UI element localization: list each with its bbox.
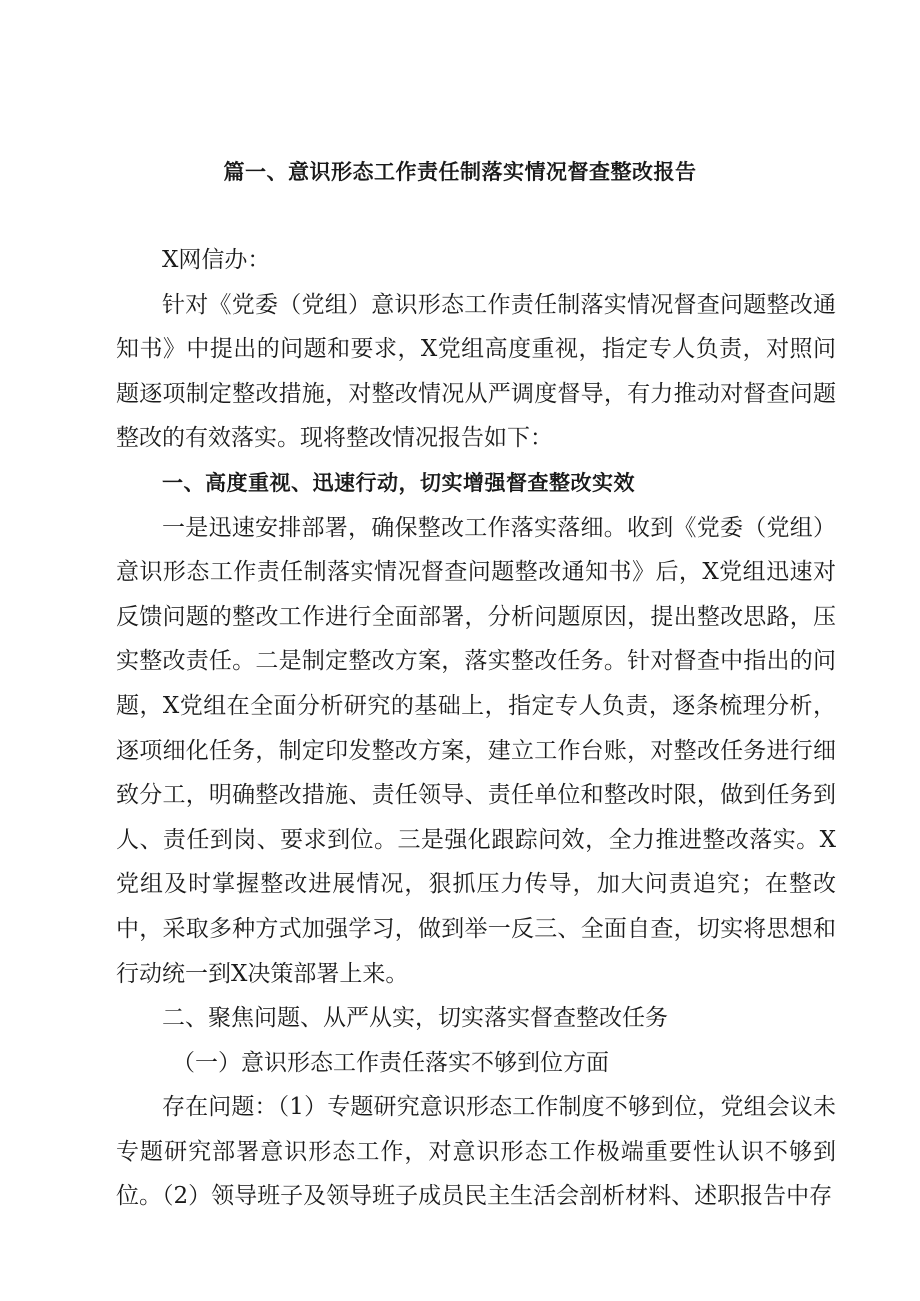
section-1-paragraph: 一是迅速安排部署，确保整改工作落实落细。收到《党委（党组）意识形态工作责任制落实情况督查问题整改通知书》后，X党组迅速对反馈问题的整改工作进行全面部署，分析问题原因，提出整改思路，压实整改责任。二是制定整改方案，落实整改任务。针对督查中指出的问题，X党组在全面分析研究的基础上，指定专人负责，逐条梳理分析，逐项细化任务，制定印发整改方案，建立工作台账，对整改任务进行细致分工，明确整改措施、责任领导、责任单位和整改时限，做到任务到人、责任到岗、要求到位。三是强化跟踪问效，全力推进整改落实。X党组及时掌握整改进展情况，狠抓压力传导，加大问责追究；在整改中，采取多种方式加强学习，做到举一反三、全面自查，切实将思想和行动统一到X决策部署上来。	[116, 514, 836, 987]
document-title: 篇一、意识形态工作责任制落实情况督查整改报告	[223, 160, 697, 184]
document-body	[116, 238, 836, 1219]
intro-paragraph: 针对《党委（党组）意识形态工作责任制落实情况督查问题整改通知书》中提出的问题和要求，X党组高度重视，指定专人负责，对照问题逐项制定整改措施，对整改情况从严调度督导，有力推动对督查问题整改的有效落实。现将整改情况报告如下：	[116, 291, 836, 452]
section-heading-2: 二、聚焦问题、从严从实，切实落实督查整改任务	[162, 1005, 668, 1032]
problem-paragraph: 存在问题：（1）专题研究意识形态工作制度不够到位，党组会议未专题研究部署意识形态工作，对意识形态工作极端重要性认识不够到位。（2）领导班子及领导班子成员民主生活会剖析材料、述职报告中存	[116, 1094, 836, 1210]
salutation: X网信办：	[162, 247, 271, 273]
subsection-heading-1: （一）意识形态工作责任落实不够到位方面	[172, 1049, 609, 1076]
section-heading-1: 一、高度重视、迅速行动，切实增强督查整改实效	[162, 470, 635, 495]
